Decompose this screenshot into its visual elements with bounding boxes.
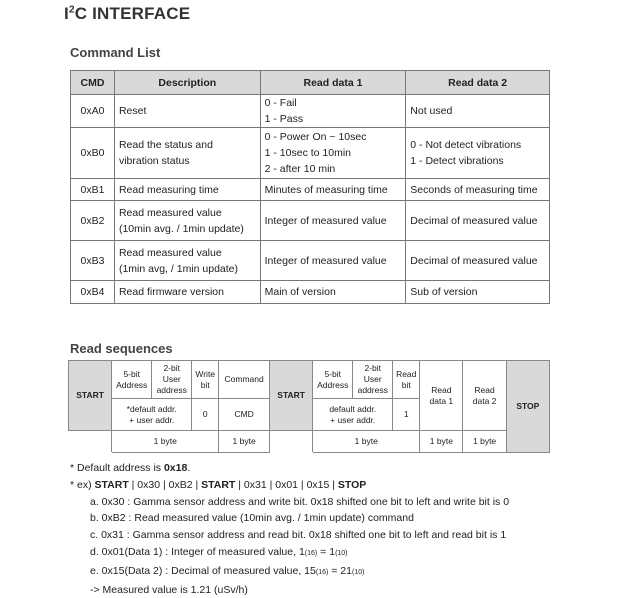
read-data-2-cell xyxy=(406,241,550,281)
read-sequences-heading: Read sequences xyxy=(70,341,173,356)
cell-line: Seconds of measuring time xyxy=(410,183,538,196)
column-header: CMD xyxy=(71,71,115,95)
cell-line: 1 - Detect vibrations xyxy=(410,155,504,167)
cell-line: vibration status xyxy=(118,155,190,167)
cmd-cell: 0xB4 xyxy=(71,281,115,304)
read-data-1-cell xyxy=(260,281,406,304)
notes xyxy=(70,460,509,598)
cell-line: 1 - 10sec to 10min xyxy=(264,147,352,159)
note-item-b: b. 0xB2 : Read measured value (10min avg. / 1min update) command xyxy=(90,512,414,525)
description-cell xyxy=(114,95,260,128)
cell-line: Main of version xyxy=(264,286,336,298)
seq-read-value: 1 xyxy=(393,399,420,431)
read-data-2-cell xyxy=(406,201,550,241)
cell-line: 0 - Fail xyxy=(264,97,297,109)
cell-line: Read measuring time xyxy=(118,183,219,196)
note-item-e: e. 0x15(Data 2) : Decimal of measured value, 15(16) = 21(10) xyxy=(90,564,365,577)
cell-line: Read firmware version xyxy=(118,286,224,298)
read-data-2-cell xyxy=(406,179,550,201)
seq-byte-4: 1 byte xyxy=(420,431,463,453)
description-cell xyxy=(114,281,260,304)
seq-cmd-value: CMD xyxy=(219,399,270,431)
seq-start-1: START xyxy=(69,361,112,431)
seq-write-value: 0 xyxy=(192,399,219,431)
cmd-cell: 0xB3 xyxy=(71,241,115,281)
table-row xyxy=(71,241,550,281)
cell-line: 2 - after 10 min xyxy=(264,163,336,175)
seq-address-2: 5-bit Address xyxy=(313,361,353,399)
read-data-2-cell xyxy=(406,281,550,304)
description-cell xyxy=(114,179,260,201)
seq-stop: STOP xyxy=(506,361,549,453)
read-data-1-cell xyxy=(260,241,406,281)
read-data-1-cell xyxy=(260,201,406,241)
table-row xyxy=(71,128,550,179)
seq-empty-1 xyxy=(69,431,112,453)
command-list-heading: Command List xyxy=(70,45,161,60)
seq-start-2: START xyxy=(270,361,313,431)
cell-line: Read measured value xyxy=(118,246,222,259)
cmd-cell: 0xB2 xyxy=(71,201,115,241)
cmd-cell: 0xA0 xyxy=(71,95,115,128)
seq-read-data-1: Read data 1 xyxy=(420,361,463,431)
cell-line: Decimal of measured value xyxy=(410,214,538,227)
column-header: Read data 2 xyxy=(406,71,550,95)
table-row xyxy=(71,95,550,128)
table-row xyxy=(71,201,550,241)
cell-line: 0 - Not detect vibrations xyxy=(410,139,522,151)
column-header: Description xyxy=(114,71,260,95)
description-cell xyxy=(114,128,260,179)
seq-byte-3: 1 byte xyxy=(313,431,420,453)
default-address-note: * Default address is 0x18. xyxy=(70,462,191,474)
seq-write-bit: Write bit xyxy=(192,361,219,399)
seq-user-address-1: 2-bit User address xyxy=(152,361,192,399)
table-row xyxy=(71,281,550,304)
read-data-1-cell xyxy=(260,179,406,201)
measured-result: -> Measured value is 1.21 (uSv/h) xyxy=(90,583,248,596)
read-data-2-cell xyxy=(406,95,550,128)
seq-address-1: 5-bit Address xyxy=(112,361,152,399)
cell-line: (10min avg. / 1min update) xyxy=(118,222,244,235)
seq-command: Command xyxy=(219,361,270,399)
cell-line: Reset xyxy=(118,105,147,117)
cell-line: Read the status and xyxy=(118,139,213,151)
read-sequence-table xyxy=(68,360,550,453)
column-header: Read data 1 xyxy=(260,71,406,95)
seq-empty-2 xyxy=(270,431,313,453)
table-row xyxy=(71,179,550,201)
cell-line: Integer of measured value xyxy=(264,254,387,267)
cell-line: Decimal of measured value xyxy=(410,254,538,267)
cell-line: (1min avg, / 1min update) xyxy=(118,262,239,275)
cell-line: Minutes of measuring time xyxy=(264,183,388,196)
cell-line: Integer of measured value xyxy=(264,214,387,227)
example-sequence: * ex) START | 0x30 | 0xB2 | START | 0x31 | 0x01 | 0x15 | STOP xyxy=(70,478,367,491)
seq-default-addr-2: default addr. + user addr. xyxy=(313,399,393,431)
seq-read-bit: Read bit xyxy=(393,361,420,399)
seq-default-addr-1: *default addr. + user addr. xyxy=(112,399,192,431)
note-item-a: a. 0x30 : Gamma sensor address and write bit. 0x18 shifted one bit to left and write bit is 0 xyxy=(90,495,510,508)
command-table xyxy=(70,70,550,304)
description-cell xyxy=(114,201,260,241)
cell-line: Sub of version xyxy=(410,286,478,298)
seq-byte-5: 1 byte xyxy=(463,431,506,453)
seq-byte-2: 1 byte xyxy=(219,431,270,453)
seq-byte-1: 1 byte xyxy=(112,431,219,453)
cmd-cell: 0xB1 xyxy=(71,179,115,201)
seq-user-address-2: 2-bit User address xyxy=(353,361,393,399)
cell-line: 0 - Power On ~ 10sec xyxy=(264,131,367,143)
page-title: $I^2C$ INTERFACE xyxy=(64,4,191,23)
cell-line: Not used xyxy=(410,105,453,117)
cell-line: 1 - Pass xyxy=(264,113,304,125)
note-item-d: d. 0x01(Data 1) : Integer of measured value, 1(16) = 1(10) xyxy=(90,545,348,558)
read-data-1-cell xyxy=(260,95,406,128)
cell-line: Read measured value xyxy=(118,206,222,219)
read-data-2-cell xyxy=(406,128,550,179)
seq-read-data-2: Read data 2 xyxy=(463,361,506,431)
cmd-cell: 0xB0 xyxy=(71,128,115,179)
description-cell xyxy=(114,241,260,281)
note-item-c: c. 0x31 : Gamma sensor address and read bit. 0x18 shifted one bit to left and read bit is 1 xyxy=(90,529,507,542)
read-data-1-cell xyxy=(260,128,406,179)
